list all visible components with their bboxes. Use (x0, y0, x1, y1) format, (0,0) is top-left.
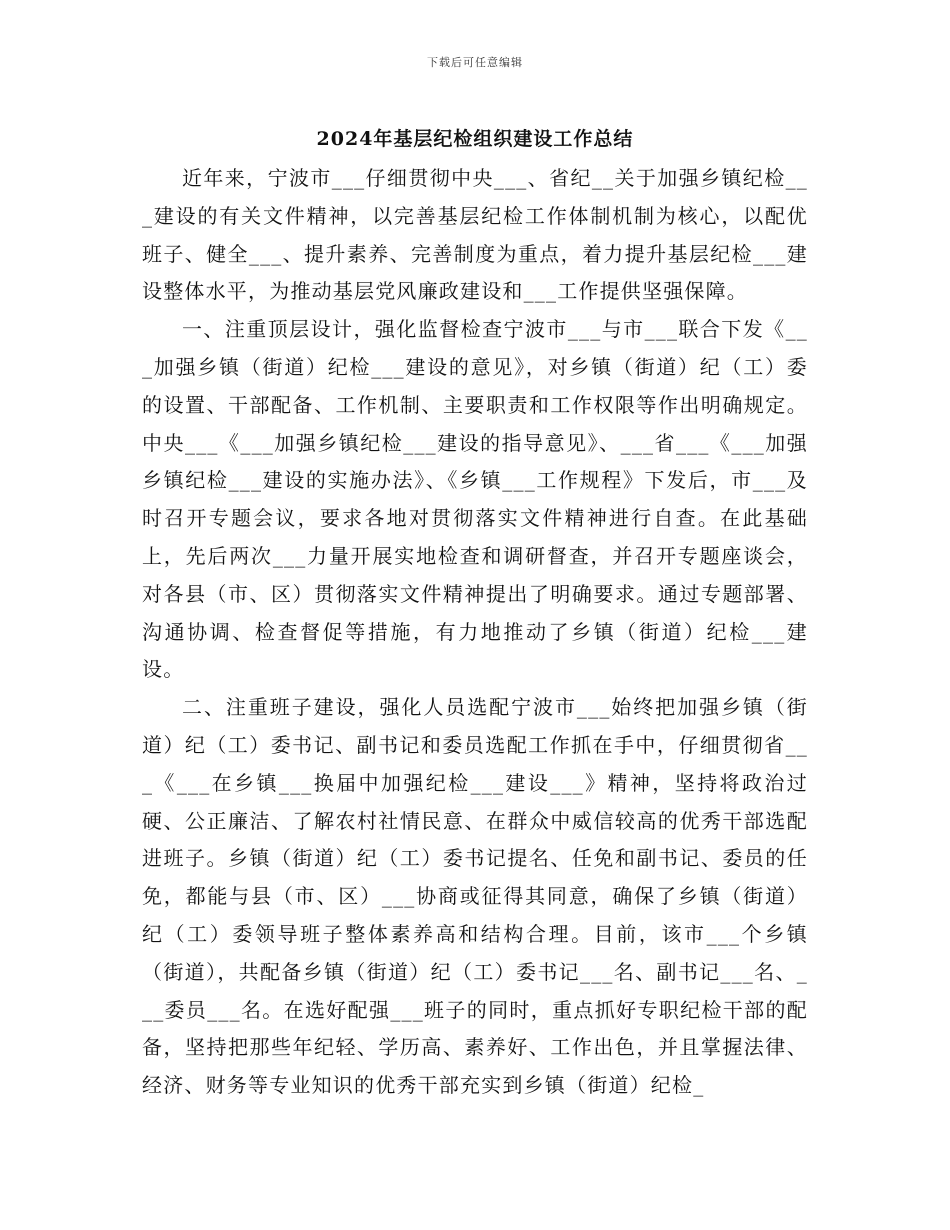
header-note: 下载后可任意编辑 (427, 56, 523, 69)
paragraph-section-2: 二、注重班子建设，强化人员选配宁波市___始终把加强乡镇（街道）纪（工）委书记、副书记和委员选配工作抓在手中，仔细贯彻省___《___在乡镇___换届中加强纪检___建设___》精神，坚持将政治过硬、公正廉洁、了解农村社情民意、在群众中威信较高的优秀干部选配进班子。乡镇（街道）纪（工）委书记提名、任免和副书记、委员的任免，都能与县（市、区）___协商或征得其同意，确保了乡镇（街道）纪（工）委领导班子整体素养高和结构合理。目前，该市___个乡镇（街道），共配备乡镇（街道）纪（工）委书记___名、副书记___名、___委员___名。在选好配强___班子的同时，重点抓好专职纪检干部的配备，坚持把那些年纪轻、学历高、素养好、工作出色，并且掌握法律、经济、财务等专业知识的优秀干部充实到乡镇（街道）纪检_ (142, 695, 808, 1098)
paragraph-intro: 近年来，宁波市___仔细贯彻中央___、省纪__关于加强乡镇纪检___建设的有关文件精神，以完善基层纪检工作体制机制为核心，以配优班子、健全___、提升素养、完善制度为重点，着力提升基层纪检___建设整体水平，为推动基层党风廉政建设和___工作提供坚强保障。 (142, 166, 808, 304)
paragraph-section-1: 一、注重顶层设计，强化监督检查宁波市___与市___联合下发《___加强乡镇（街道）纪检___建设的意见》，对乡镇（街道）纪（工）委的设置、干部配备、工作机制、主要职责和工作权限等作出明确规定。中央___《___加强乡镇纪检___建设的指导意见》、___省___《___加强乡镇纪检___建设的实施办法》、《乡镇___工作规程》下发后，市___及时召开专题会议，要求各地对贯彻落实文件精神进行自查。在此基础上，先后两次___力量开展实地检查和调研督查，并召开专题座谈会，对各县（市、区）贯彻落实文件精神提出了明确要求。通过专题部署、沟通协调、检查督促等措施，有力地推动了乡镇（街道）纪检___建设。 (142, 317, 808, 682)
document-body (142, 160, 808, 1105)
document-title: 2024年基层纪检组织建设工作总结 (316, 128, 634, 150)
